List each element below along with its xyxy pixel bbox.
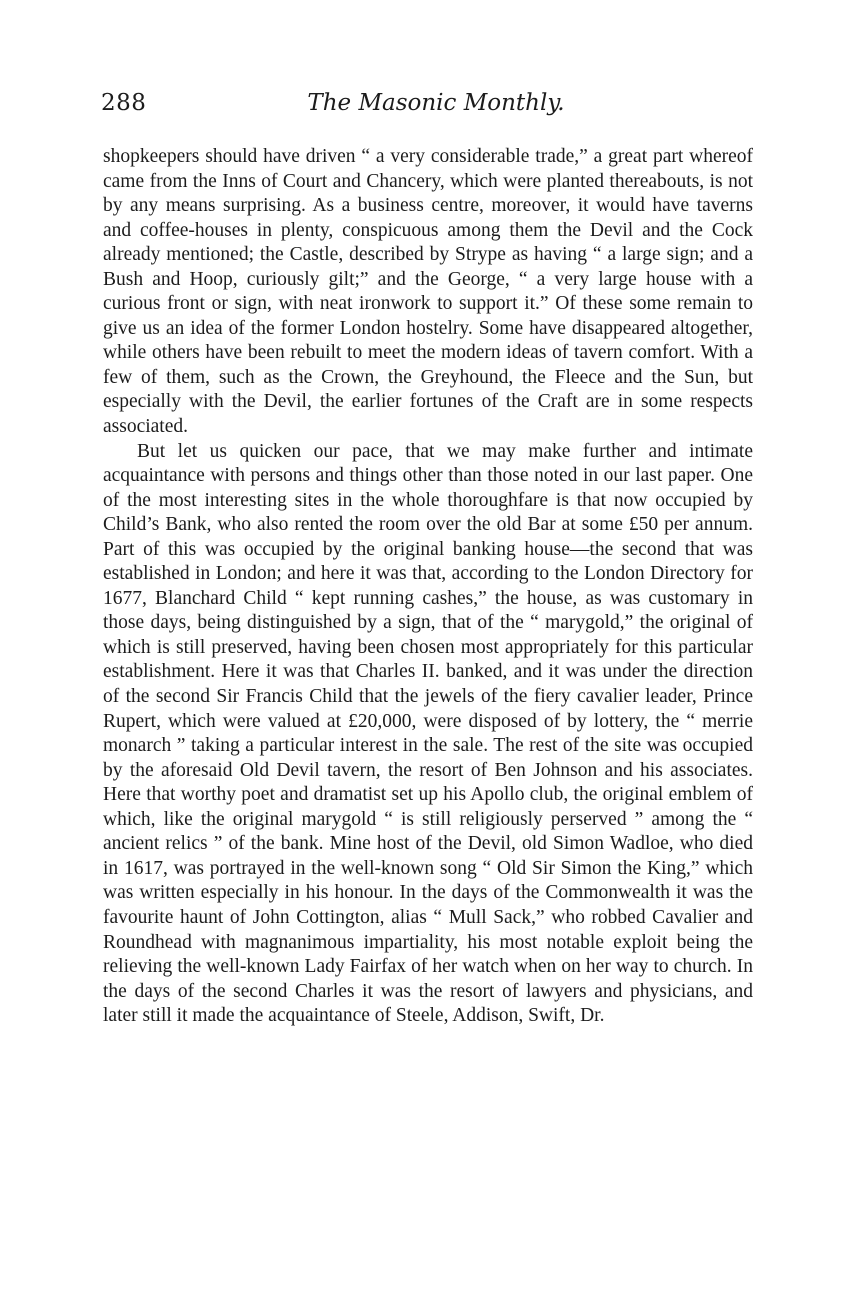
paragraph-1: shopkeepers should have driven “ a very considerable trade,” a great part whereof came from the Inns of Court and Chancery, which were planted thereabouts, is not by any means surprising. As a business centre, moreover, it would have taverns and coffee-houses in plenty, conspicuous among them the Devil and the Cock already mentioned; the Castle, described by Strype as having “ a large sign; and a Bush and Hoop, curiously gilt;” and the George, “ a very large house with a curious front or sign, with neat ironwork to support it.” Of these some remain to give us an idea of the former London hostelry. Some have disappeared altogether, while others have been rebuilt to meet the modern ideas of tavern comfort. With a few of them, such as the Crown, the Greyhound, the Fleece and the Sun, but especially with the Devil, the earlier fortunes of the Craft are in some respects associated. xyxy=(103,146,753,438)
page-number: 288 xyxy=(101,90,147,116)
running-head xyxy=(101,90,761,126)
article-body xyxy=(103,145,753,1029)
journal-title: The Masonic Monthly. xyxy=(307,90,565,116)
paragraph-2: But let us quicken our pace, that we may make further and intimate acquaintance with persons and things other than those noted in our last paper. One of the most interesting sites in the whole thoroughfare is that now occupied by Child’s Bank, who also rented the room over the old Bar at some £50 per annum. Part of this was occupied by the original banking house—the second that was established in London; and here it was that, according to the London Directory for 1677, Blanchard Child “ kept running cashes,” the house, as was customary in those days, being distinguished by a sign, that of the “ marygold,” the original of which is still preserved, having been chosen most appropriately for this particular establishment. Here it was that Charles II. banked, and it was under the direction of the second Sir Francis Child that the jewels of the fiery cavalier leader, Prince Rupert, which were valued at £20,000, were disposed of by lottery, the “ merrie monarch ” taking a particular interest in the sale. The rest of the site was occupied by the aforesaid Old Devil tavern, the resort of Ben Johnson and his associates. Here that worthy poet and dramatist set up his Apollo club, the original emblem of which, like the original marygold “ is still religiously perserved ” among the “ ancient relics ” of the bank. Mine host of the Devil, old Simon Wadloe, who died in 1617, was portrayed in the well-known song “ Old Sir Simon the King,” which was written especially in his honour. In the days of the Commonwealth it was the favourite haunt of John Cottington, alias “ Mull Sack,” who robbed Cavalier and Roundhead with magnanimous impartiality, his most notable exploit being the relieving the well-known Lady Fairfax of her watch when on her way to church. In the days of the second Charles it was the resort of lawyers and physicians, and later still it made the acquaintance of Steele, Addison, Swift, Dr. xyxy=(103,440,753,1027)
